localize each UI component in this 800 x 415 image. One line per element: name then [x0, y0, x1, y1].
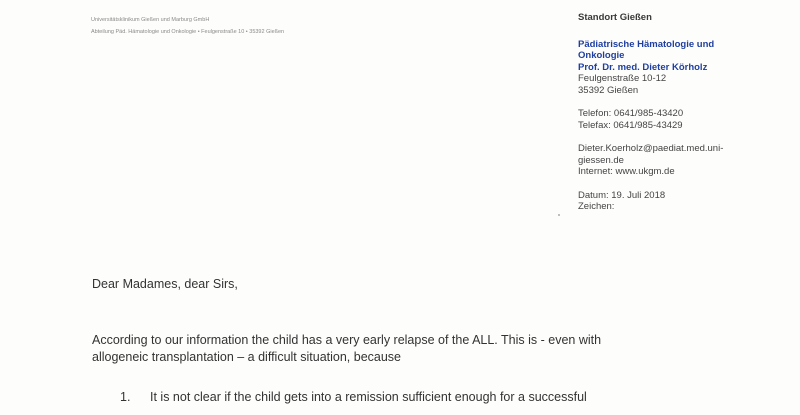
department-head: Prof. Dr. med. Dieter Körholz	[578, 61, 708, 73]
sender-line: Abteilung Päd. Hämatologie und Onkologie • Feulgenstraße 10 • 35392 Gießen	[91, 29, 285, 35]
paragraph-line: According to our information the child has a very early relapse of the ALL. This is - even with	[92, 333, 602, 347]
numbered-list	[120, 389, 740, 406]
list-number: 1.	[120, 390, 131, 404]
list-item	[120, 389, 740, 406]
sender-line: Universitätsklinikum Gießen und Marburg GmbH	[91, 17, 210, 23]
city-address: 35392 Gießen	[578, 84, 639, 96]
list-text: It is not clear if the child gets into a remission sufficient enough for a successful	[150, 390, 587, 404]
email-address: giessen.de	[578, 154, 624, 166]
online-block	[578, 143, 778, 178]
email-address: Dieter.Koerholz@paediat.med.uni-	[578, 143, 724, 154]
fax-number: Telefax: 0641/985-43429	[578, 119, 683, 131]
date-block	[578, 190, 778, 213]
department-name: Onkologie	[578, 50, 625, 61]
sender-address-block	[91, 14, 284, 38]
phone-number: Telefon: 0641/985-43420	[578, 108, 684, 119]
salutation: Dear Madames, dear Sirs,	[92, 277, 238, 291]
letterhead-sidebar	[578, 12, 778, 213]
body-paragraph	[92, 332, 732, 366]
letter-date: Datum: 19. Juli 2018	[578, 189, 666, 201]
location-heading: Standort Gießen	[578, 12, 652, 23]
scan-speck	[558, 214, 560, 216]
paragraph-line: allogeneic transplantation – a difficult situation, because	[92, 350, 402, 364]
department-name: Pädiatrische Hämatologie und	[578, 38, 715, 50]
contact-block	[578, 108, 778, 131]
website: Internet: www.ukgm.de	[578, 166, 675, 177]
street-address: Feulgenstraße 10-12	[578, 73, 667, 84]
reference-label: Zeichen:	[578, 201, 615, 212]
